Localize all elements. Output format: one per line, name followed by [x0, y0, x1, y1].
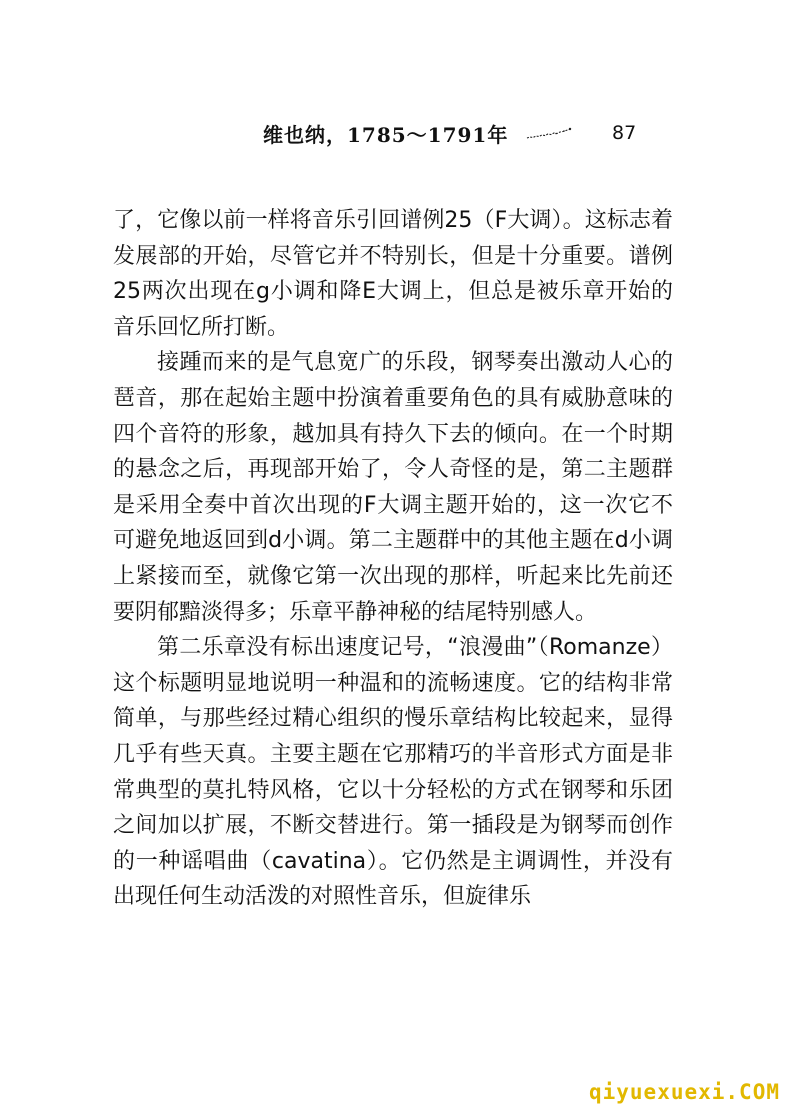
ornament-rule-icon: [526, 126, 574, 140]
site-watermark: qiyuexuexi.COM: [588, 1080, 780, 1104]
paragraph-1: 了，它像以前一样将音乐引回谱例25（F大调）。这标志着发展部的开始，尽管它并不特别长，但是十分重要。谱例25两次出现在g小调和降E大调上，但总是被乐章开始的音乐回忆所打断。: [113, 208, 673, 340]
running-title: 维也纳，1785～1791年: [263, 122, 509, 147]
running-head: [263, 118, 574, 148]
paragraph-3: 第二乐章没有标出速度记号，“浪漫曲”（Romanze）这个标题明显地说明一种温和的流畅速度。它的结构非常简单，与那些经过精心组织的慢乐章结构比较起来，显得几乎有些天真。主要主题在它那精巧的半音形式方面是非常典型的莫扎特风格，它以十分轻松的方式在钢琴和乐团之间加以扩展，不断交替进行。第一插段是为钢琴而创作的一种谣唱曲（cavatina）。它仍然是主调调性，并没有出现任何生动活泼的对照性音乐，但旋律乐: [113, 635, 673, 910]
page-number: 87: [612, 122, 637, 144]
body-text: [113, 203, 673, 915]
paragraph-2: 接踵而来的是气息宽广的乐段，钢琴奏出激动人心的琶音，那在起始主题中扮演着重要角色的具有威胁意味的四个音符的形象，越加具有持久下去的倾向。在一个时期的悬念之后，再现部开始了，令人奇怪的是，第二主题群是采用全奏中首次出现的F大调主题开始的，这一次它不可避免地返回到d小调。第二主题群中的其他主题在d小调上紧接而至，就像它第一次出现的那样，听起来比先前还要阴郁黯淡得多；乐章平静神秘的结尾特别感人。: [113, 350, 673, 625]
